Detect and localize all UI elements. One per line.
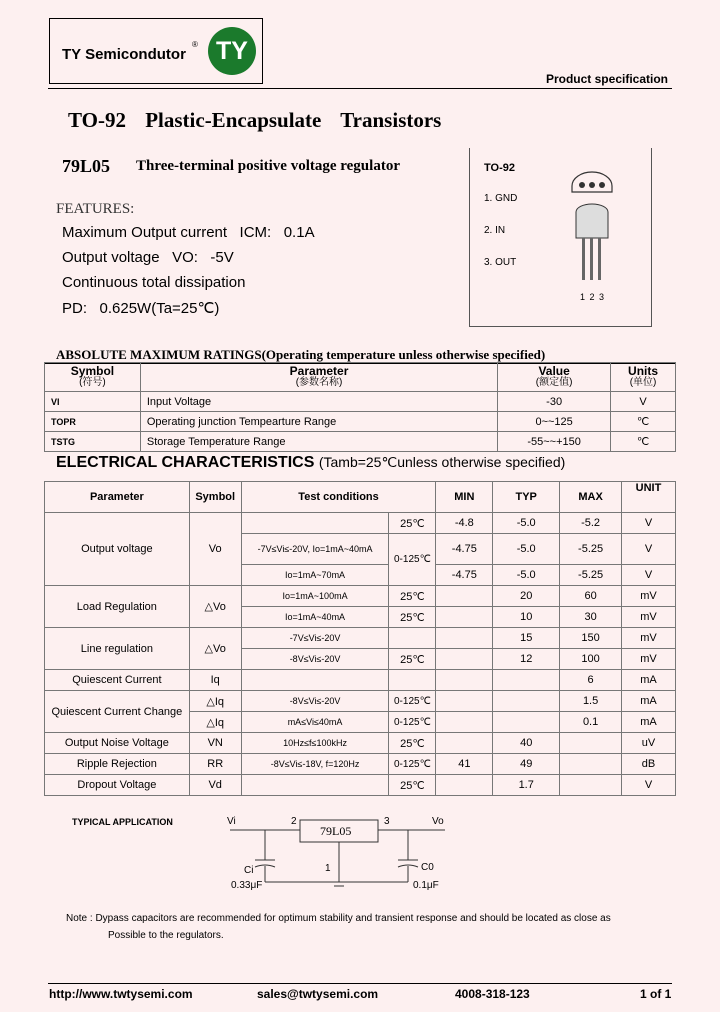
package-name: TO-92 xyxy=(484,162,515,174)
elec-table xyxy=(44,481,676,796)
feature-line: PD: 0.625W(Ta=25℃) xyxy=(62,300,220,317)
table-row: -8V≤Vi≤-20V 25℃ 12 100 mV xyxy=(45,649,676,670)
to92-package-icon xyxy=(566,166,626,291)
pin1-label: 1 xyxy=(325,863,331,874)
footer-phone: 4008-318-123 xyxy=(455,987,530,1001)
elec-heading: ELECTRICAL CHARACTERISTICS (Tamb=25℃unless otherwise specified) xyxy=(56,454,566,471)
col-parameter: Parameter (参数名称) xyxy=(140,363,497,392)
co-value: 0.1μF xyxy=(413,880,439,891)
vo-label: Vo xyxy=(432,816,444,827)
table-row: Quiescent Current Change △Iq -8V≤Vi≤-20V 0-125℃ 1.5 mA xyxy=(45,691,676,712)
registered-mark: ® xyxy=(192,40,198,49)
ci-label: Ci xyxy=(244,865,254,876)
abs-max-table xyxy=(44,362,676,452)
table-row: VI Input Voltage -30 V xyxy=(45,392,676,412)
part-description: Three-terminal positive voltage regulator xyxy=(136,158,400,174)
package-box xyxy=(469,148,652,327)
table-row: TOPR Operating junction Tempearture Range 0~~125 ℃ xyxy=(45,412,676,432)
header-rule xyxy=(48,88,672,89)
table-row: -7V≤Vi≤-20V, Io=1mA~40mA 0-125℃ -4.75 -5.0 -5.25 V xyxy=(45,534,676,565)
col-symbol: Symbol (符号) xyxy=(45,363,141,392)
abs-max-heading: ABSOLUTE MAXIMUM RATINGS(Operating temperature unless otherwise specified) xyxy=(56,347,546,362)
feature-line: Maximum Output current ICM: 0.1A xyxy=(62,224,315,241)
ic-label: 79L05 xyxy=(320,824,352,838)
ci-value: 0.33μF xyxy=(231,880,263,891)
table-row: Load Regulation △Vo Io=1mA~100mA 25℃ 20 60 mV xyxy=(45,586,676,607)
table-row: Dropout Voltage Vd 25℃ 1.7 V xyxy=(45,775,676,796)
typical-app-heading: TYPICAL APPLICATION xyxy=(72,817,173,827)
feature-line: Output voltage VO: -5V xyxy=(62,249,234,266)
co-label: C0 xyxy=(421,862,434,873)
product-specification: Product specification xyxy=(545,72,668,86)
features-heading: FEATURES: xyxy=(56,201,135,217)
ty-logo: TY xyxy=(208,27,256,75)
table-row: Io=1mA~40mA 25℃ 10 30 mV xyxy=(45,607,676,628)
col-value: Value (额定值) xyxy=(498,363,611,392)
table-header-row xyxy=(45,363,676,392)
brand-name: TY Semicondutor xyxy=(62,46,186,63)
pin-label: 2. IN xyxy=(484,225,506,236)
note-line: Possible to the regulators. xyxy=(108,930,224,941)
footer-url[interactable]: http://www.twtysemi.com xyxy=(49,987,193,1001)
table-row: Output voltage Vo 25℃ -4.8 -5.0 -5.2 V xyxy=(45,513,676,534)
pin-numbers: 1 2 3 xyxy=(580,292,605,302)
footer-page: 1 of 1 xyxy=(640,987,672,1001)
footer-email[interactable]: sales@twtysemi.com xyxy=(257,987,379,1001)
table-row: Line regulation △Vo -7V≤Vi≤-20V 15 150 mV xyxy=(45,628,676,649)
pin2-label: 2 xyxy=(291,816,297,827)
table-header-row: Parameter Symbol Test conditions MIN TYP MAX UNIT xyxy=(45,482,676,513)
pin-label: 1. GND xyxy=(484,193,518,204)
pin3-label: 3 xyxy=(384,816,390,827)
pin-label: 3. OUT xyxy=(484,257,517,268)
table-row: △Iq mA≤Vi≤40mA 0-125℃ 0.1 mA xyxy=(45,712,676,733)
table-row: Output Noise Voltage VN 10Hz≤f≤100kHz 25℃ 40 uV xyxy=(45,733,676,754)
feature-line: Continuous total dissipation xyxy=(62,274,246,291)
col-units: Units (单位) xyxy=(611,363,676,392)
table-row: Ripple Rejection RR -8V≤Vi≤-18V, f=120Hz 0-125℃ 41 49 dB xyxy=(45,754,676,775)
page-title: TO-92 Plastic-Encapsulate Transistors xyxy=(68,108,442,132)
table-row: TSTG Storage Temperature Range -55~~+150 ℃ xyxy=(45,432,676,452)
vi-label: Vi xyxy=(227,816,236,827)
table-row: Quiescent Current Iq 6 mA xyxy=(45,670,676,691)
footer-rule xyxy=(48,983,672,984)
note-line: Note : Dypass capacitors are recommended for optimum stability and transient response and should be located as close as xyxy=(66,913,611,924)
part-number: 79L05 xyxy=(62,156,111,176)
table-row: Io=1mA~70mA -4.75 -5.0 -5.25 V xyxy=(45,565,676,586)
